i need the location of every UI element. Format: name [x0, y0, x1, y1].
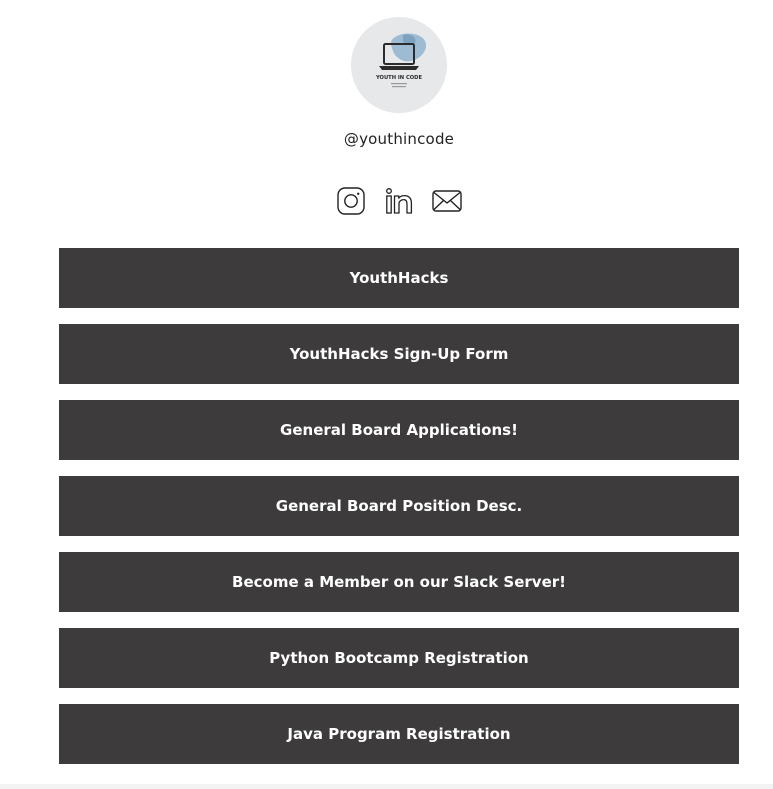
social-icons-row [335, 185, 465, 219]
link-button-youthhacks-signup[interactable]: YouthHacks Sign-Up Form [59, 324, 739, 384]
instagram-icon[interactable] [335, 185, 367, 217]
profile-avatar [351, 17, 447, 113]
youth-in-code-logo [351, 17, 447, 113]
link-button-general-board-applications[interactable]: General Board Applications! [59, 400, 739, 460]
linkedin-icon[interactable] [383, 185, 415, 217]
link-button-python-bootcamp[interactable]: Python Bootcamp Registration [59, 628, 739, 688]
mail-icon[interactable] [431, 185, 463, 217]
link-button-general-board-position-desc[interactable]: General Board Position Desc. [59, 476, 739, 536]
profile-handle: @youthincode [343, 130, 455, 148]
link-list [59, 248, 739, 780]
link-button-youthhacks[interactable]: YouthHacks [59, 248, 739, 308]
logo-text: YOUTH IN CODE [375, 75, 423, 81]
link-button-slack-member[interactable]: Become a Member on our Slack Server! [59, 552, 739, 612]
link-button-java-program[interactable]: Java Program Registration [59, 704, 739, 764]
page-footer-band [0, 784, 773, 789]
